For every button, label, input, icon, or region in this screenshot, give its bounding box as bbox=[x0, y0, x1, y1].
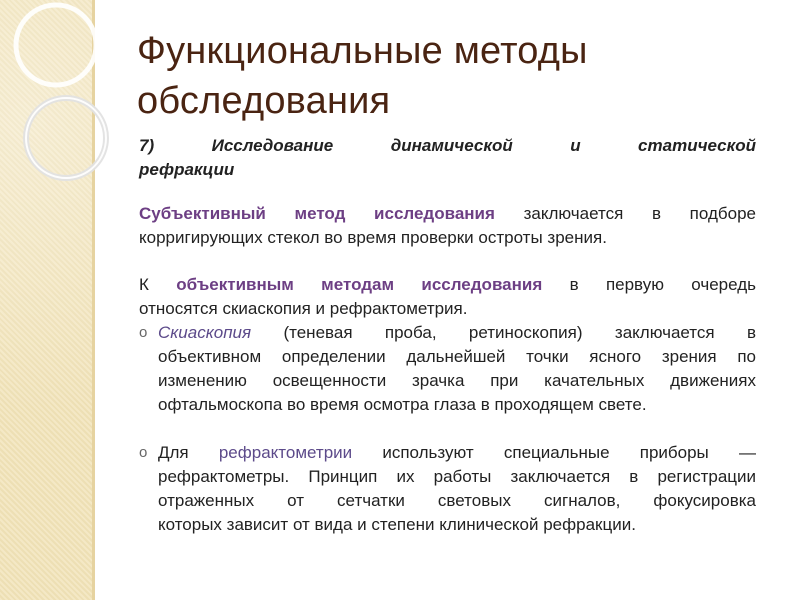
slide-title bbox=[137, 26, 757, 126]
bullet-text: объективном определении дальнейшей точки ясного зрения по bbox=[158, 347, 756, 366]
refractometry-bullet bbox=[139, 441, 756, 537]
refractometry-term: рефрактометрии bbox=[218, 443, 353, 462]
bullet-text: которых зависит от вида и степени клинической рефракции. bbox=[158, 515, 636, 534]
slide-content bbox=[139, 134, 756, 537]
bullet-circle-icon: o bbox=[139, 444, 148, 461]
paragraph-text: относятся скиаскопия и рефрактометрия. bbox=[139, 299, 468, 318]
bullet-circle-icon: o bbox=[139, 324, 148, 341]
objective-methods-term: объективным методам исследования bbox=[176, 275, 543, 294]
paragraph-text: в первую очередь bbox=[542, 275, 756, 294]
objective-methods-paragraph bbox=[139, 273, 756, 321]
bullet-text: (теневая проба, ретиноскопия) заключается в bbox=[251, 323, 756, 342]
section-heading bbox=[139, 134, 756, 182]
paragraph-text: заключается в подборе bbox=[494, 204, 756, 223]
paragraph-text: корригирующих стекол во время проверки остроты зрения. bbox=[139, 228, 607, 247]
subjective-method-term: Субъективный метод исследования bbox=[139, 204, 495, 223]
slide-title-line1: Функциональные методы bbox=[137, 30, 588, 72]
section-heading-line2: рефракции bbox=[139, 160, 235, 179]
subjective-method-paragraph bbox=[139, 202, 756, 250]
skiascopy-bullet bbox=[139, 321, 756, 417]
skiascopy-term: Скиаскопия bbox=[158, 323, 252, 342]
bullet-text: офтальмоскопа во время осмотра глаза в проходящем свете. bbox=[158, 395, 647, 414]
bullet-text: используют специальные приборы — bbox=[352, 443, 756, 462]
slide-title-line2: обследования bbox=[137, 80, 391, 122]
bullet-text: отраженных от сетчатки световых сигналов, фокусировка bbox=[158, 491, 756, 510]
bullet-text: рефрактометры. Принцип их работы заключается в регистрации bbox=[158, 467, 756, 486]
section-heading-line1: 7) Исследование динамической и статической bbox=[139, 136, 756, 155]
decorative-circles bbox=[0, 0, 130, 260]
bullet-text: Для bbox=[158, 443, 219, 462]
paragraph-text: К bbox=[139, 275, 177, 294]
bullet-text: изменению освещенности зрачка при качательных движениях bbox=[158, 371, 756, 390]
